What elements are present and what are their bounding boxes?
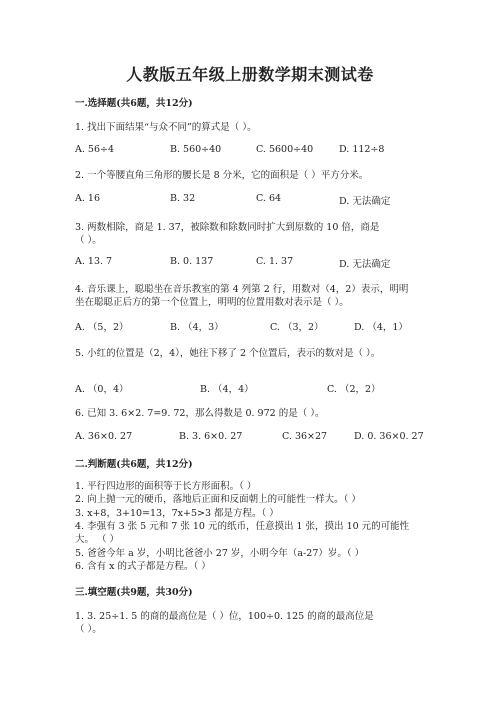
q2-option-c: C. 64: [256, 193, 282, 204]
q1-option-b: B. 560÷40: [170, 144, 222, 155]
question-2-text: 2. 一个等腰直角三角形的腰长是 8 分米，它的面积是（ ）平方分米。: [75, 170, 369, 181]
q6-option-a: A. 36×0. 27: [75, 431, 133, 442]
question-1-text: 1. 找出下面结果“与众不同”的算式是（ ）。: [75, 122, 257, 133]
q2-option-a: A. 16: [75, 193, 100, 204]
question-4-line-2: 坐在聪聪正后方的第一个位置上，明明的位置用数对表示是（ ）。: [75, 297, 349, 308]
q6-option-d: D. 0. 36×0. 27: [354, 431, 424, 442]
q4-option-b: B. （4，3）: [170, 322, 224, 333]
q2-option-b: B. 32: [170, 193, 196, 204]
judgement-line-4: 4. 李强有 3 张 5 元和 7 张 10 元的纸币，任意摸出 1 张，摸出 10 元的可能性: [75, 521, 410, 532]
q4-option-d: D. （4，1）: [354, 322, 408, 333]
fill-question-1-line-2: （ ）。: [75, 624, 102, 635]
q3-option-d: D. 无法确定: [339, 259, 391, 270]
q4-option-a: A. （5，2）: [75, 322, 129, 333]
question-3-line-1: 3. 两数相除，商是 1. 37，被除数和除数同时扩大到原数的 10 倍，商是: [75, 222, 380, 233]
section-heading-fill: 三.填空题(共9题，共30分): [75, 587, 193, 598]
q2-option-d: D. 无法确定: [339, 196, 391, 207]
judgement-line-1: 1. 平行四边形的面积等于长方形面积。（ ）: [75, 481, 257, 492]
q5-option-a: A. （0，4）: [75, 384, 129, 395]
q6-option-c: C. 36×27: [282, 431, 328, 442]
question-4-line-1: 4. 音乐课上，聪聪坐在音乐教室的第 4 列第 2 行，用数对（4，2）表示，明明: [75, 284, 409, 295]
question-6-text: 6. 已知 3. 6×2. 7=9. 72，那么得数是 0. 972 的是（ ）。: [75, 408, 325, 419]
question-3-line-2: （ ）。: [75, 235, 102, 246]
judgement-line-5: 5. 爸爸今年 a 岁，小明比爸爸小 27 岁，小明今年（a-27）岁。（ ）: [75, 548, 365, 559]
judgement-line-2: 2. 向上抛一元的硬币，落地后正面和反面朝上的可能性一样大。（ ）: [75, 494, 361, 505]
q3-option-c: C. 1. 37: [256, 256, 294, 267]
q6-option-b: B. 3. 6×0. 27: [179, 431, 243, 442]
q3-option-a: A. 13. 7: [75, 256, 113, 267]
section-heading-choice: 一.选择题(共6题，共12分): [75, 98, 193, 109]
q4-option-c: C. （3，2）: [270, 322, 324, 333]
judgement-line-6: 6. 含有 x 的式子都是方程。（ ）: [75, 561, 211, 572]
q5-option-c: C. （2，2）: [327, 384, 381, 395]
q1-option-d: D. 112÷8: [339, 144, 385, 155]
question-5-text: 5. 小红的位置是（2，4），她往下移了 2 个位置后，表示的数对是（ ）。: [75, 348, 381, 359]
section-heading-judgement: 二.判断题(共6题，共12分): [75, 459, 193, 470]
q3-option-b: B. 0. 137: [170, 256, 214, 267]
q1-option-c: C. 5600÷40: [256, 144, 314, 155]
fill-question-1-line-1: 1. 3. 25÷1. 5 的商的最高位是（ ）位，100÷0. 125 的商的最高位是: [75, 611, 374, 622]
judgement-line-4-cont: 大。 （ ）: [75, 534, 120, 545]
page-title: 人教版五年级上册数学期末测试卷: [126, 65, 374, 84]
q5-option-b: B. （4，4）: [200, 384, 254, 395]
q1-option-a: A. 56÷4: [75, 144, 114, 155]
judgement-line-3: 3. x+8，3+10=13，7x+5>3 都是方程。（ ）: [75, 508, 279, 519]
